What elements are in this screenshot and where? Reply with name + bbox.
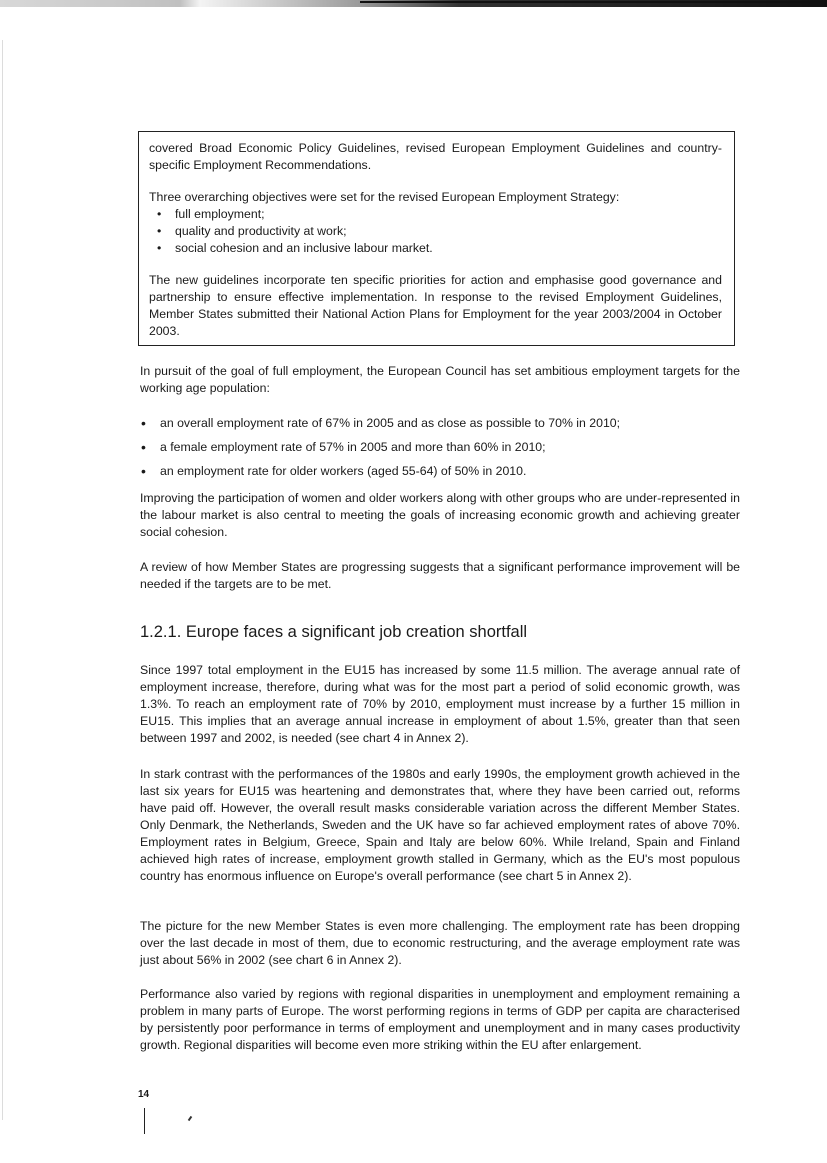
box-closing: The new guidelines incorporate ten specific priorities for action and emphasise good governance and partnership to ensure effective implementation. In response to the revised Employment Guidelines, Member States submitted their National Action Plans for Employment for the year 2003/2004 in October 2003. (149, 273, 722, 338)
list-item: • an overall employment rate of 67% in 2005 and as close as possible to 70% in 2010; (140, 415, 740, 432)
box-objectives-heading: Three overarching objectives were set for the revised European Employment Strategy: (149, 190, 620, 204)
list-item: • a female employment rate of 57% in 2005 and more than 60% in 2010; (140, 439, 740, 456)
paragraph: Since 1997 total employment in the EU15 has increased by some 11.5 million. The average annual rate of employment increase, therefore, during what was for the most part a period of solid economic growth, was 1.3%. To reach an employment rate of 70% by 2010, employment must increase by a further 15 million in EU15. This implies that an average annual increase in employment of about 1.5%, greater than that seen between 1997 and 2002, is needed (see chart 4 in Annex 2). (140, 663, 740, 745)
section-paragraph-3 (140, 918, 740, 969)
list-item: • social cohesion and an inclusive labour market. (149, 240, 722, 257)
margin-mark (144, 1108, 145, 1134)
objectives-list (149, 206, 722, 257)
paragraph: In stark contrast with the performances of the 1980s and early 1990s, the employment growth achieved in the last six years for EU15 was heartening and demonstrates that, where they have been carried out, reforms have paid off. However, the overall result masks considerable variation across the different Member States. Only Denmark, the Netherlands, Sweden and the UK have so far achieved employment rates of above 70%. Employment rates in Belgium, Greece, Spain and Italy are below 60%. While Ireland, Spain and Finland achieved high rates of increase, employment growth stalled in Germany, which as the EU's most populous country has enormous influence on Europe's overall performance (see chart 5 in Annex 2). (140, 767, 740, 883)
paragraph: The picture for the new Member States is even more challenging. The employment rate has been dropping over the last decade in most of them, due to economic restructuring, and the average employment rate was just about 56% in 2002 (see chart 6 in Annex 2). (140, 919, 740, 967)
section-paragraph-4 (140, 986, 740, 1054)
targets-list (140, 415, 740, 480)
paragraph: In pursuit of the goal of full employment, the European Council has set ambitious employment targets for the working age population: (140, 364, 740, 395)
review-paragraph (140, 559, 740, 593)
info-box (138, 131, 735, 346)
targets-block (140, 415, 740, 487)
section-heading: 1.2.1. Europe faces a significant job creation shortfall (140, 623, 528, 641)
paragraph: Improving the participation of women and older workers along with other groups who are under-represented in the labour market is also central to meeting the goals of increasing economic growth and achieving greater social cohesion. (140, 491, 740, 539)
list-item: • an employment rate for older workers (aged 55-64) of 50% in 2010. (140, 463, 740, 480)
stray-mark (188, 1116, 193, 1121)
top-rule (360, 1, 827, 3)
list-item: • quality and productivity at work; (149, 223, 722, 240)
participation-paragraph (140, 490, 740, 541)
box-intro: covered Broad Economic Policy Guidelines, revised European Employment Guidelines and country-specific Employment Recommendations. (149, 141, 722, 172)
paragraph: A review of how Member States are progressing suggests that a significant performance improvement will be needed if the targets are to be met. (140, 560, 740, 591)
page-number: 14 (138, 1089, 150, 1100)
section-paragraph-2 (140, 766, 740, 885)
paragraph: Performance also varied by regions with regional disparities in unemployment and employment remaining a problem in many parts of Europe. The worst performing regions in terms of GDP per capita are characterised by persistently poor performance in terms of employment and unemployment and in many cases productivity growth. Regional disparities will become even more striking within the EU after enlargement. (140, 987, 740, 1052)
list-item: • full employment; (149, 206, 722, 223)
section-paragraph-1 (140, 662, 740, 747)
intro-paragraph (140, 363, 740, 397)
left-scan-edge (2, 40, 3, 1120)
